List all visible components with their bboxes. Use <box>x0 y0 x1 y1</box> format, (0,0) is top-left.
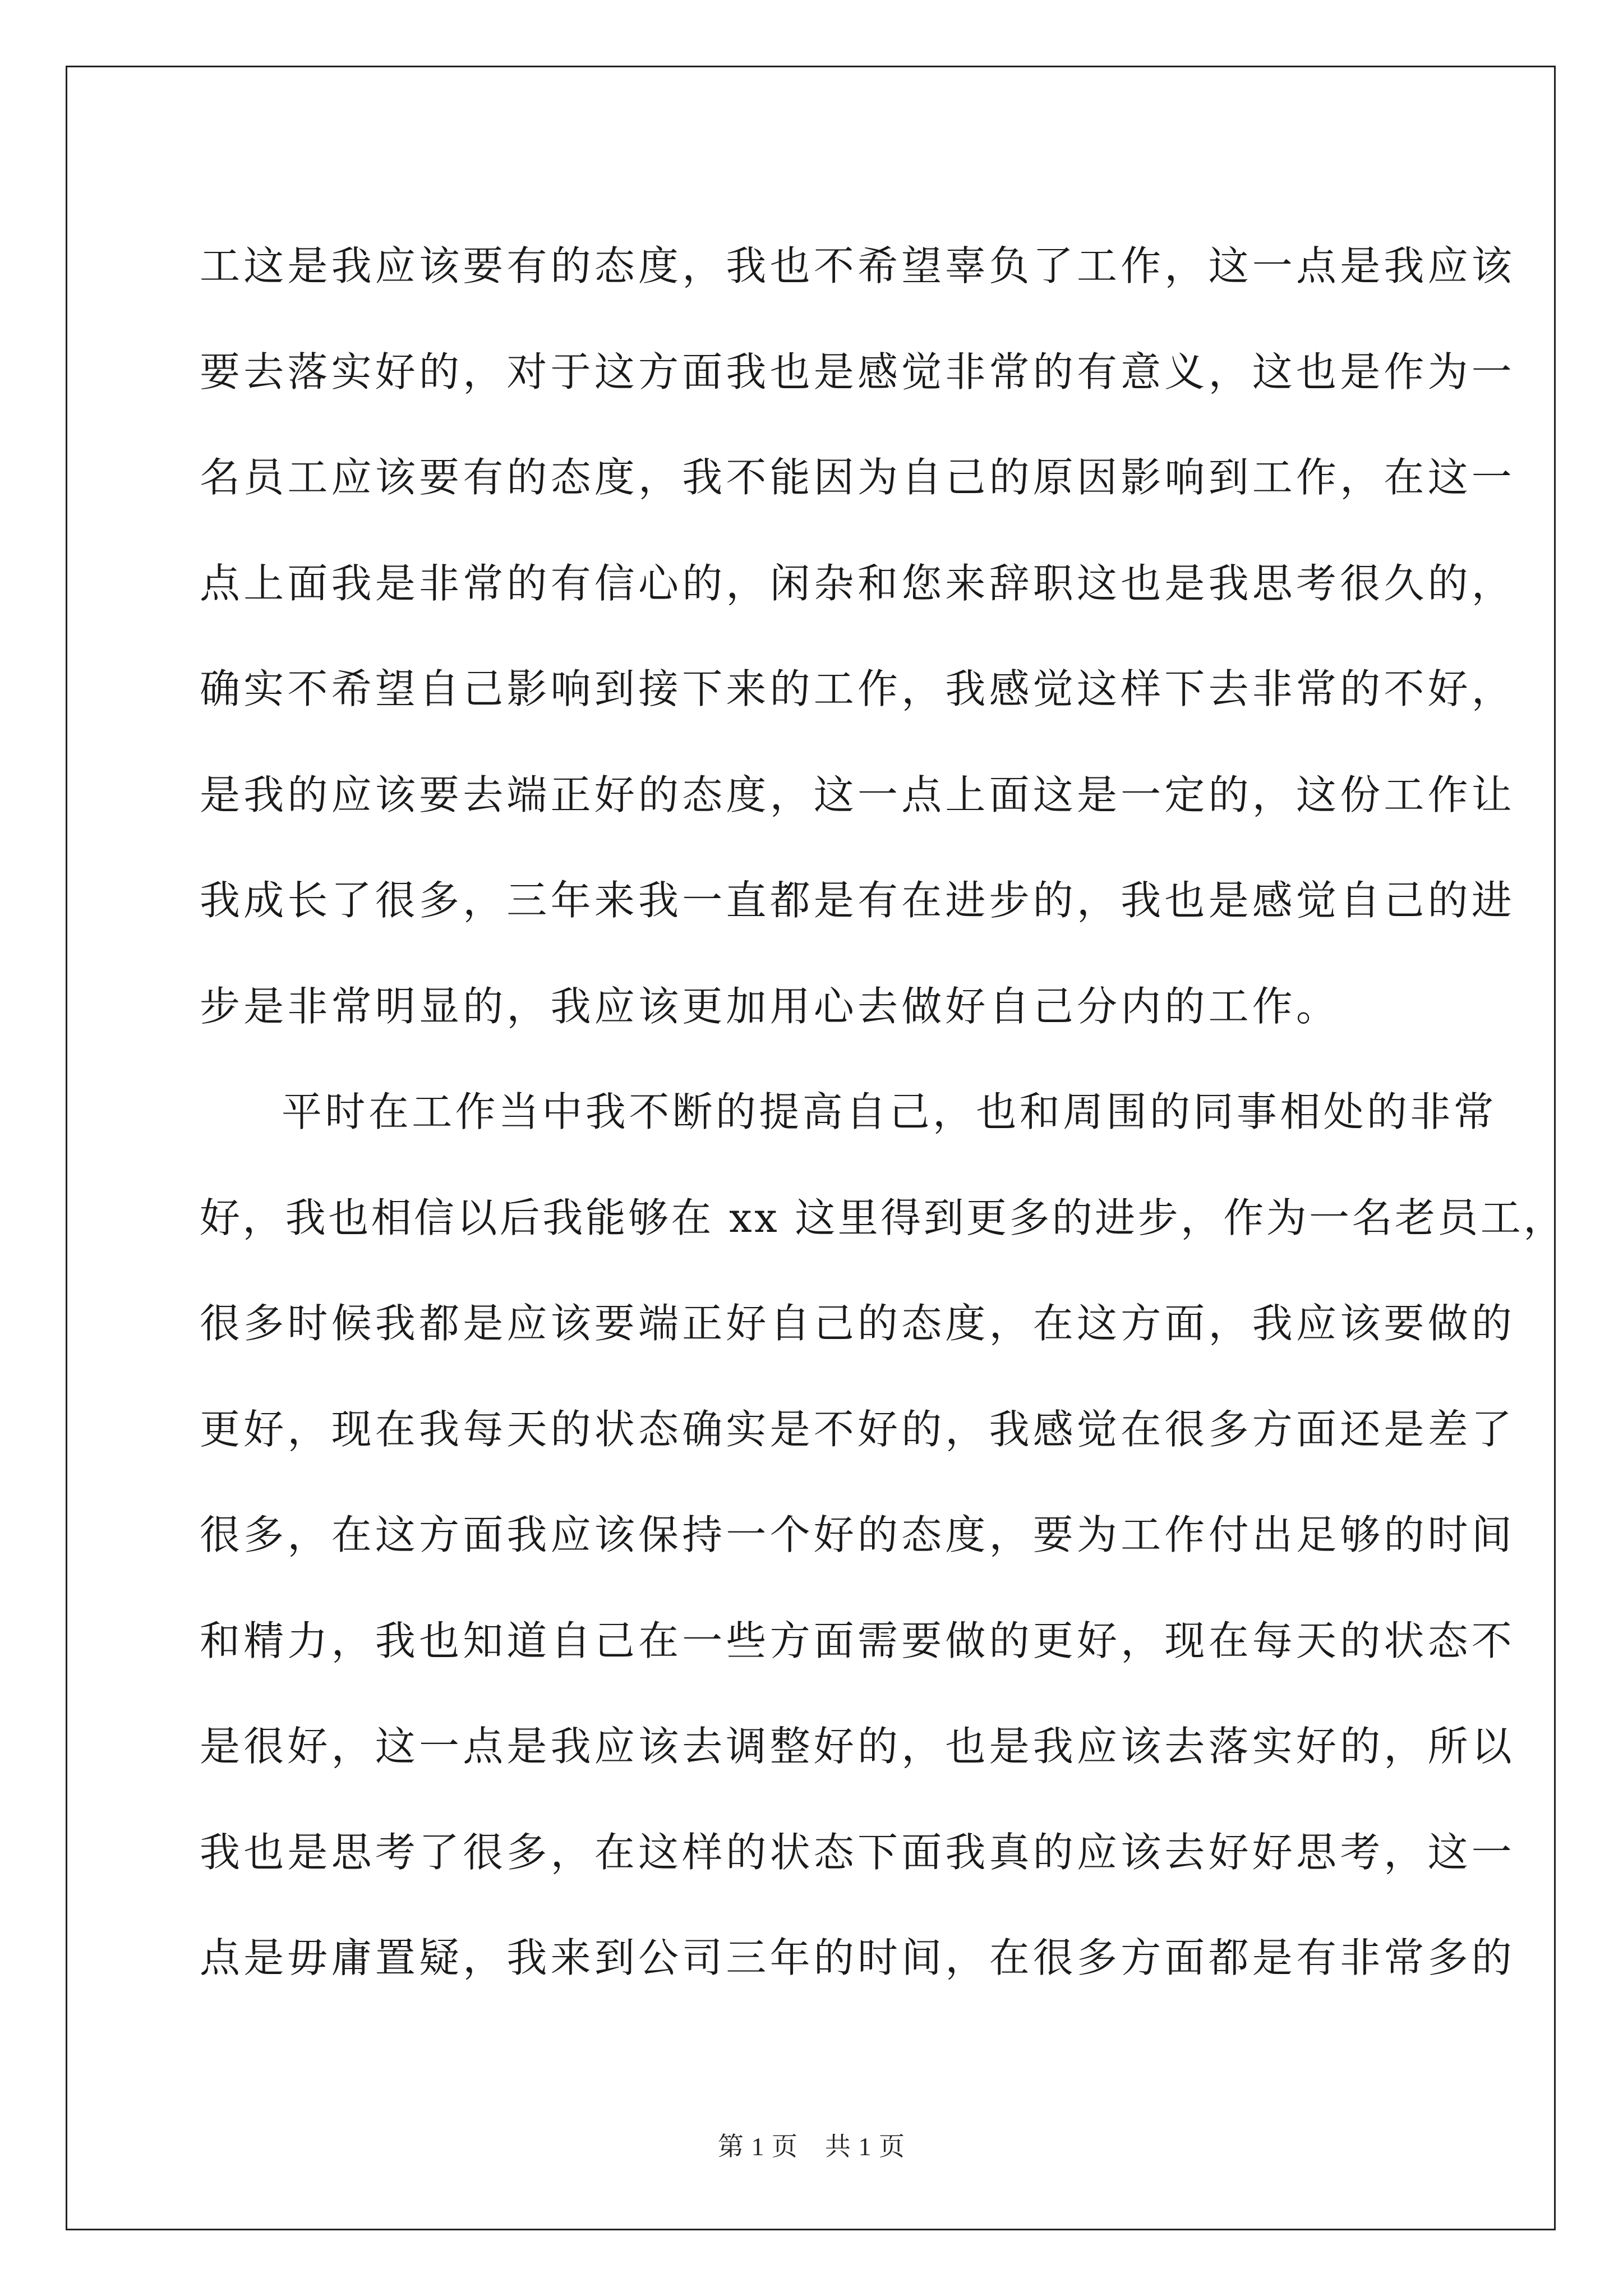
text-line-14: 和精力，我也知道自己在一些方面需要做的更好，现在每天的状态不 <box>200 1617 1516 1664</box>
page-footer <box>0 2126 1623 2163</box>
text-line-15: 是很好，这一点是我应该去调整好的，也是我应该去落实好的，所以 <box>200 1723 1516 1770</box>
text-line-12: 更好，现在我每天的状态确实是不好的，我感觉在很多方面还是差了 <box>200 1405 1516 1453</box>
text-line-4: 点上面我是非常的有信心的，闲杂和您来辞职这也是我思考很久的， <box>200 559 1516 607</box>
text-line-10: 好，我也相信以后我能够在 xx 这里得到更多的进步，作为一名老员工， <box>200 1194 1566 1241</box>
text-line-2: 要去落实好的，对于这方面我也是感觉非常的有意义，这也是作为一 <box>200 348 1516 395</box>
text-line-1: 工这是我应该要有的态度，我也不希望辜负了工作，这一点是我应该 <box>200 242 1516 289</box>
text-line-16: 我也是思考了很多，在这样的状态下面我真的应该去好好思考，这一 <box>200 1828 1516 1876</box>
document-body <box>200 213 1566 2011</box>
text-line-11: 很多时候我都是应该要端正好自己的态度，在这方面，我应该要做的 <box>200 1300 1516 1347</box>
text-line-7: 我成长了很多，三年来我一直都是有在进步的，我也是感觉自己的进 <box>200 877 1516 924</box>
paragraph-2-first-line: 平时在工作当中我不断的提高自己，也和周围的同事相处的非常 <box>282 1088 1497 1135</box>
text-line-5: 确实不希望自己影响到接下来的工作，我感觉这样下去非常的不好， <box>200 665 1516 712</box>
page-number: 第 1 页 <box>718 2132 798 2161</box>
text-line-13: 很多，在这方面我应该保持一个好的态度，要为工作付出足够的时间 <box>200 1511 1516 1558</box>
text-line-3: 名员工应该要有的态度，我不能因为自己的原因影响到工作，在这一 <box>200 454 1516 501</box>
text-line-8: 步是非常明显的，我应该更加用心去做好自己分内的工作。 <box>200 982 1340 1030</box>
text-line-17: 点是毋庸置疑，我来到公司三年的时间，在很多方面都是有非常多的 <box>200 1934 1516 1981</box>
page-total: 共 1 页 <box>825 2132 905 2161</box>
text-line-6: 是我的应该要去端正好的态度，这一点上面这是一定的，这份工作让 <box>200 771 1516 818</box>
